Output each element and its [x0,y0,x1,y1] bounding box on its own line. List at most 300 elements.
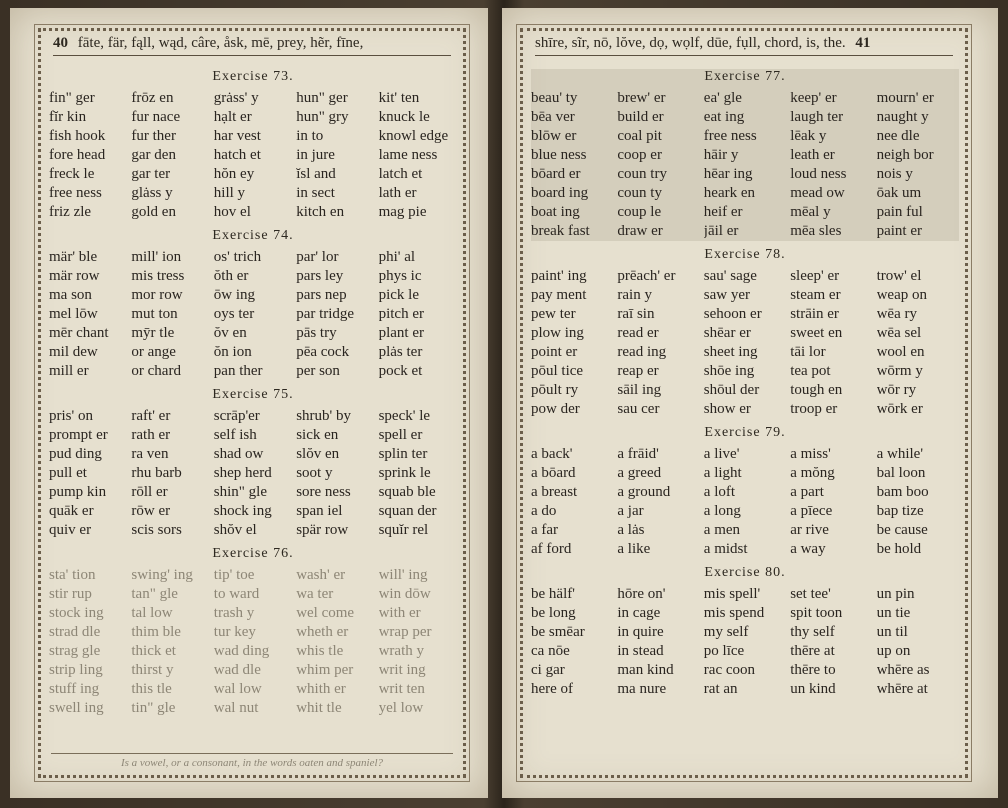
spelling-word: pan ther [213,363,263,379]
spelling-word: self ish [213,427,257,443]
spelling-word: a miss' [790,446,831,462]
spelling-word: thēre at [790,643,835,659]
spelling-word: bal loon [876,465,926,481]
spelling-word: sāil ing [617,382,662,398]
spelling-word: in jure [296,147,335,163]
spelling-word: steam er [790,287,841,303]
spelling-word: a do [531,503,557,519]
spelling-word: pay ment [531,287,587,303]
exercise-section [531,425,959,559]
spelling-word: wēa ry [876,306,917,322]
spelling-word: ĭsl and [296,166,336,182]
spelling-word: gar ter [131,166,171,182]
spelling-word: loud ness [790,166,847,182]
spelling-word: spär row [296,522,349,538]
spelling-word: ea' gle [703,90,742,106]
spelling-word: a jar [617,503,644,519]
spelling-word: pow der [531,401,580,417]
spelling-word: shad ow [213,446,264,462]
spelling-word: hun" ger [296,90,348,106]
word-grid [49,407,457,540]
spelling-word: whim per [296,662,354,678]
spelling-word: with er [378,605,421,621]
exercise-title: Exercise 75. [212,387,294,402]
spelling-word: sore ness [296,484,351,500]
spelling-word: par' lor [296,249,339,265]
word-grid [531,89,959,241]
spelling-word: ma son [49,287,92,303]
spelling-word: hōre on' [617,586,666,602]
spelling-word: tan" gle [131,586,178,602]
spelling-word: rath er [131,427,171,443]
spelling-word: leath er [790,147,835,163]
spelling-word: a midst [703,541,748,557]
spelling-word: beau' ty [531,90,578,106]
spelling-word: latch et [378,166,423,182]
spelling-word: coup le [617,204,662,220]
left-page-frame [38,28,466,778]
spelling-word: wōr ry [876,382,917,398]
spelling-word: tip' toe [213,567,255,583]
exercise-section [49,546,457,718]
spelling-word: rat an [703,681,738,697]
spelling-word: a bōard [531,465,576,481]
spelling-word: fin" ger [49,90,95,106]
spelling-word: stuff ing [49,681,100,697]
spelling-word: pull et [49,465,87,481]
spelling-word: a greed [617,465,662,481]
spelling-word: fur nace [131,109,181,125]
spelling-word: sau' sage [703,268,757,284]
spelling-word: squĭr rel [378,522,429,538]
spelling-word: read er [617,325,659,341]
spelling-word: a live' [703,446,740,462]
spelling-word: thim ble [131,624,181,640]
exercise-section [49,69,457,222]
spelling-word: squab ble [378,484,436,500]
spelling-word: wrap per [378,624,432,640]
spelling-word: writ ten [378,681,425,697]
spelling-word: read ing [617,344,667,360]
spelling-word: rain y [617,287,652,303]
spelling-word: splin ter [378,446,428,462]
spelling-word: pās try [296,325,337,341]
spelling-word: strag gle [49,643,101,659]
spelling-word: un pin [876,586,915,602]
spelling-word: a like [617,541,651,557]
spelling-word: whēre at [876,681,928,697]
spelling-word: pris' on [49,408,93,424]
spelling-word: bōard er [531,166,581,182]
spelling-word: per son [296,363,340,379]
spelling-word: freck le [49,166,95,182]
spelling-word: blōw er [531,128,577,144]
spelling-word: spell er [378,427,423,443]
spelling-word: po līce [703,643,745,659]
spelling-word: a loft [703,484,736,500]
spelling-word: prēach' er [617,268,676,284]
spelling-word: yel low [378,700,424,716]
spelling-word: mor row [131,287,183,303]
spelling-word: trow' el [876,268,922,284]
word-grid [49,566,457,718]
spelling-word: free ness [49,185,102,201]
spelling-word: mag pie [378,204,427,220]
spelling-word: shēar er [703,325,751,341]
spelling-word: sick en [296,427,339,443]
spelling-word: shep herd [213,465,272,481]
spelling-word: mȳr tle [131,325,175,341]
right-page [502,8,998,798]
spelling-word: ra ven [131,446,169,462]
spelling-word: be hold [876,541,922,557]
spelling-word: shŏv el [213,522,257,538]
spelling-word: pud ding [49,446,102,462]
spelling-word: whit tle [296,700,342,716]
spelling-word: saw yer [703,287,751,303]
spelling-word: coop er [617,147,662,163]
spelling-word: sprink le [378,465,431,481]
spelling-word: bam boo [876,484,929,500]
spelling-word: soot y [296,465,333,481]
spelling-word: hatch et [213,147,261,163]
spelling-word: pōult ry [531,382,579,398]
pronunciation-key: shīre, sĩr, nō, lŏve, dọ, wọlf, dūe, fụll, chord, is, the. [535,35,846,51]
spelling-word: pick le [378,287,419,303]
spelling-word: mel lōw [49,306,98,322]
spelling-word: nee dle [876,128,920,144]
spelling-word: squan der [378,503,437,519]
spelling-word: whis tle [296,643,344,659]
spelling-word: un til [876,624,908,640]
spelling-word: sehoon er [703,306,762,322]
exercise-section [531,565,959,699]
spelling-word: plow ing [531,325,584,341]
spelling-word: ŏth er [213,268,249,284]
spelling-word: wad dle [213,662,261,678]
spelling-word: wa ter [296,586,334,602]
spelling-word: mill er [49,363,89,379]
spelling-word: tāi lor [790,344,826,360]
spelling-word: in stead [617,643,664,659]
spelling-word: be long [531,605,576,621]
spelling-word: quāk er [49,503,94,519]
exercise-title: Exercise 76. [212,546,294,561]
spelling-word: swell ing [49,700,104,716]
spelling-word: glȧss y [131,185,173,201]
spelling-word: tea pot [790,363,831,379]
spelling-word: mär row [49,268,100,284]
spelling-word: ŏv en [213,325,247,341]
spelling-word: a long [703,503,741,519]
page-number: 41 [855,35,871,51]
spelling-word: plȧs ter [378,344,423,360]
spelling-word: mead ow [790,185,845,201]
spelling-word: pitch er [378,306,424,322]
spelling-word: mis spend [703,605,765,621]
footnote: Is a vowel, or a consonant, in the words oaten and spaniel? [51,753,453,769]
spelling-word: raī sin [617,306,655,322]
spelling-word: pain ful [876,204,923,220]
spelling-word: weap on [876,287,927,303]
spelling-word: wash' er [296,567,346,583]
spelling-word: gar den [131,147,176,163]
spelling-word: rōw er [131,503,171,519]
spelling-word: af ford [531,541,572,557]
spelling-word: boat ing [531,204,580,220]
spelling-word: a ground [617,484,671,500]
word-grid [49,248,457,381]
spelling-word: bēa ver [531,109,575,125]
spelling-word: set tee' [790,586,831,602]
spelling-word: coal pit [617,128,662,144]
exercise-section [49,387,457,540]
left-running-head [53,35,451,56]
spelling-word: ōak um [876,185,922,201]
spelling-word: mut ton [131,306,178,322]
spelling-word: heark en [703,185,756,201]
exercise-title: Exercise 73. [212,69,294,84]
spelling-word: slŏv en [296,446,340,462]
spelling-word: naught y [876,109,929,125]
spelling-word: shock ing [213,503,272,519]
spelling-word: hov el [213,204,251,220]
spelling-word: man kind [617,662,674,678]
spelling-word: pump kin [49,484,107,500]
spelling-word: strāin er [790,306,839,322]
spelling-word: tin" gle [131,700,176,716]
spelling-word: sta' tion [49,567,96,583]
spelling-word: ca nōe [531,643,570,659]
spelling-word: pock et [378,363,423,379]
right-content [531,65,959,705]
spelling-word: mil dew [49,344,98,360]
spelling-word: wrath y [378,643,424,659]
spelling-word: a light [703,465,742,481]
spelling-word: thirst y [131,662,174,678]
spelling-word: keep' er [790,90,837,106]
spelling-word: fish hook [49,128,106,144]
spelling-word: mēal y [790,204,831,220]
spelling-word: lath er [378,185,417,201]
spelling-word: speck' le [378,408,431,424]
exercise-section [49,228,457,381]
spelling-word: paint' ing [531,268,587,284]
spelling-word: my self [703,624,749,640]
spelling-word: rōll er [131,484,168,500]
spelling-word: swing' ing [131,567,193,583]
spelling-word: os' trich [213,249,262,265]
spelling-word: wad ding [213,643,270,659]
spelling-word: shin" gle [213,484,267,500]
spelling-word: paint er [876,223,922,239]
spelling-word: a breast [531,484,578,500]
spelling-word: stir rup [49,586,92,602]
spelling-word: kitch en [296,204,345,220]
spelling-word: build er [617,109,664,125]
spelling-word: span iel [296,503,343,519]
spelling-word: bap tize [876,503,924,519]
spelling-word: hŏn ey [213,166,255,182]
word-grid [531,267,959,419]
right-page-frame [520,28,968,778]
spelling-word: thy self [790,624,835,640]
spelling-word: hāir y [703,147,739,163]
spelling-word: strip ling [49,662,103,678]
spelling-word: prompt er [49,427,108,443]
spelling-word: in cage [617,605,661,621]
spelling-word: ci gar [531,662,565,678]
spelling-word: show er [703,401,751,417]
spelling-word: nois y [876,166,913,182]
page-number: 40 [53,35,68,51]
spelling-word: pōul tice [531,363,584,379]
spelling-word: mēr chant [49,325,109,341]
spelling-word: eat ing [703,109,745,125]
spelling-word: whēre as [876,662,930,678]
spelling-word: pars ley [296,268,344,284]
spelling-word: sweet en [790,325,843,341]
spelling-word: free ness [703,128,757,144]
spelling-word: or ange [131,344,176,360]
spelling-word: pēa cock [296,344,350,360]
spelling-word: a men [703,522,741,538]
spelling-word: wēa sel [876,325,922,341]
spelling-word: this tle [131,681,172,697]
spelling-word: hạlt er [213,109,252,125]
spelling-word: scrāp'er [213,408,260,424]
spelling-word: rac coon [703,662,756,678]
spelling-word: whith er [296,681,346,697]
spelling-word: a way [790,541,826,557]
exercise-section [531,69,959,241]
spelling-word: up on [876,643,911,659]
exercise-title: Exercise 79. [704,425,786,440]
pronunciation-key: fāte, fär, fąll, wąd, câre, åsk, mē, prey, hẽr, fīne, [77,35,364,51]
spelling-word: wōrm y [876,363,923,379]
spelling-word: heif er [703,204,743,220]
spelling-word: be cause [876,522,928,538]
spelling-word: coun ty [617,185,662,201]
left-content [49,65,457,724]
spelling-word: shōul der [703,382,760,398]
spelling-word: a far [531,522,559,538]
spelling-word: tal low [131,605,173,621]
exercise-title: Exercise 80. [704,565,786,580]
right-running-head [535,35,953,56]
spelling-word: ōw ing [213,287,256,303]
spelling-word: scis sors [131,522,182,538]
spelling-word: a lȧs [617,522,645,538]
spelling-word: stock ing [49,605,104,621]
word-grid [531,445,959,559]
spelling-word: writ ing [378,662,426,678]
spelling-word: sleep' er [790,268,840,284]
spelling-word: phi' al [378,249,416,265]
spelling-word: tur key [213,624,256,640]
spelling-word: shrub' by [296,408,351,424]
spelling-word: pars nep [296,287,347,303]
spelling-word: un tie [876,605,911,621]
spelling-word: sau cer [617,401,660,417]
spelling-word: to ward [213,586,260,602]
spelling-word: wheth er [296,624,349,640]
spelling-word: fore head [49,147,106,163]
word-grid [531,585,959,699]
spelling-word: will' ing [378,567,428,583]
spelling-word: grȧss' y [213,90,259,106]
spelling-word: a while' [876,446,924,462]
spelling-word: wool en [876,344,925,360]
exercise-title: Exercise 74. [212,228,294,243]
spelling-word: raft' er [131,408,171,424]
spelling-word: jāil er [703,223,739,239]
spelling-word: blue ness [531,147,587,163]
spelling-word: gold en [131,204,176,220]
spelling-word: frōz en [131,90,174,106]
spelling-word: hēar ing [703,166,753,182]
spelling-word: pew ter [531,306,576,322]
spelling-word: hun" gry [296,109,349,125]
spelling-word: mourn' er [876,90,934,106]
spelling-word: in sect [296,185,335,201]
spelling-word: a back' [531,446,573,462]
spelling-word: strad dle [49,624,101,640]
spelling-word: ŏn ion [213,344,252,360]
spelling-word: here of [531,681,574,697]
spelling-word: quiv er [49,522,92,538]
spelling-word: a mŏng [790,465,835,481]
spelling-word: win dōw [378,586,431,602]
spelling-word: be smēar [531,624,585,640]
spelling-word: tough en [790,382,843,398]
left-page [10,8,488,798]
spelling-word: har vest [213,128,261,144]
spelling-word: board ing [531,185,589,201]
spelling-word: kit' ten [378,90,420,106]
spelling-word: or chard [131,363,181,379]
spelling-word: a part [790,484,824,500]
spelling-word: fur ther [131,128,176,144]
spelling-word: thick et [131,643,176,659]
spelling-word: be hälf' [531,586,575,602]
spelling-word: laugh ter [790,109,844,125]
spelling-word: wal low [213,681,262,697]
spelling-word: oys ter [213,306,255,322]
exercise-section [531,247,959,419]
spelling-word: coun try [617,166,667,182]
spelling-word: wel come [296,605,355,621]
spelling-word: break fast [531,223,590,239]
spelling-word: wōrk er [876,401,923,417]
spelling-word: draw er [617,223,663,239]
spelling-word: knuck le [378,109,430,125]
spelling-word: un kind [790,681,836,697]
spelling-word: ar rive [790,522,829,538]
spelling-word: brew' er [617,90,666,106]
spelling-word: spit toon [790,605,843,621]
spelling-word: thēre to [790,662,836,678]
spelling-word: wal nut [213,700,259,716]
spelling-word: knowl edge [378,128,449,144]
spelling-word: lame ness [378,147,438,163]
spelling-word: in to [296,128,324,144]
spelling-word: troop er [790,401,838,417]
spelling-word: friz zle [49,204,92,220]
spelling-word: rhu barb [131,465,182,481]
exercise-title: Exercise 77. [704,69,786,84]
spelling-word: a frāid' [617,446,659,462]
